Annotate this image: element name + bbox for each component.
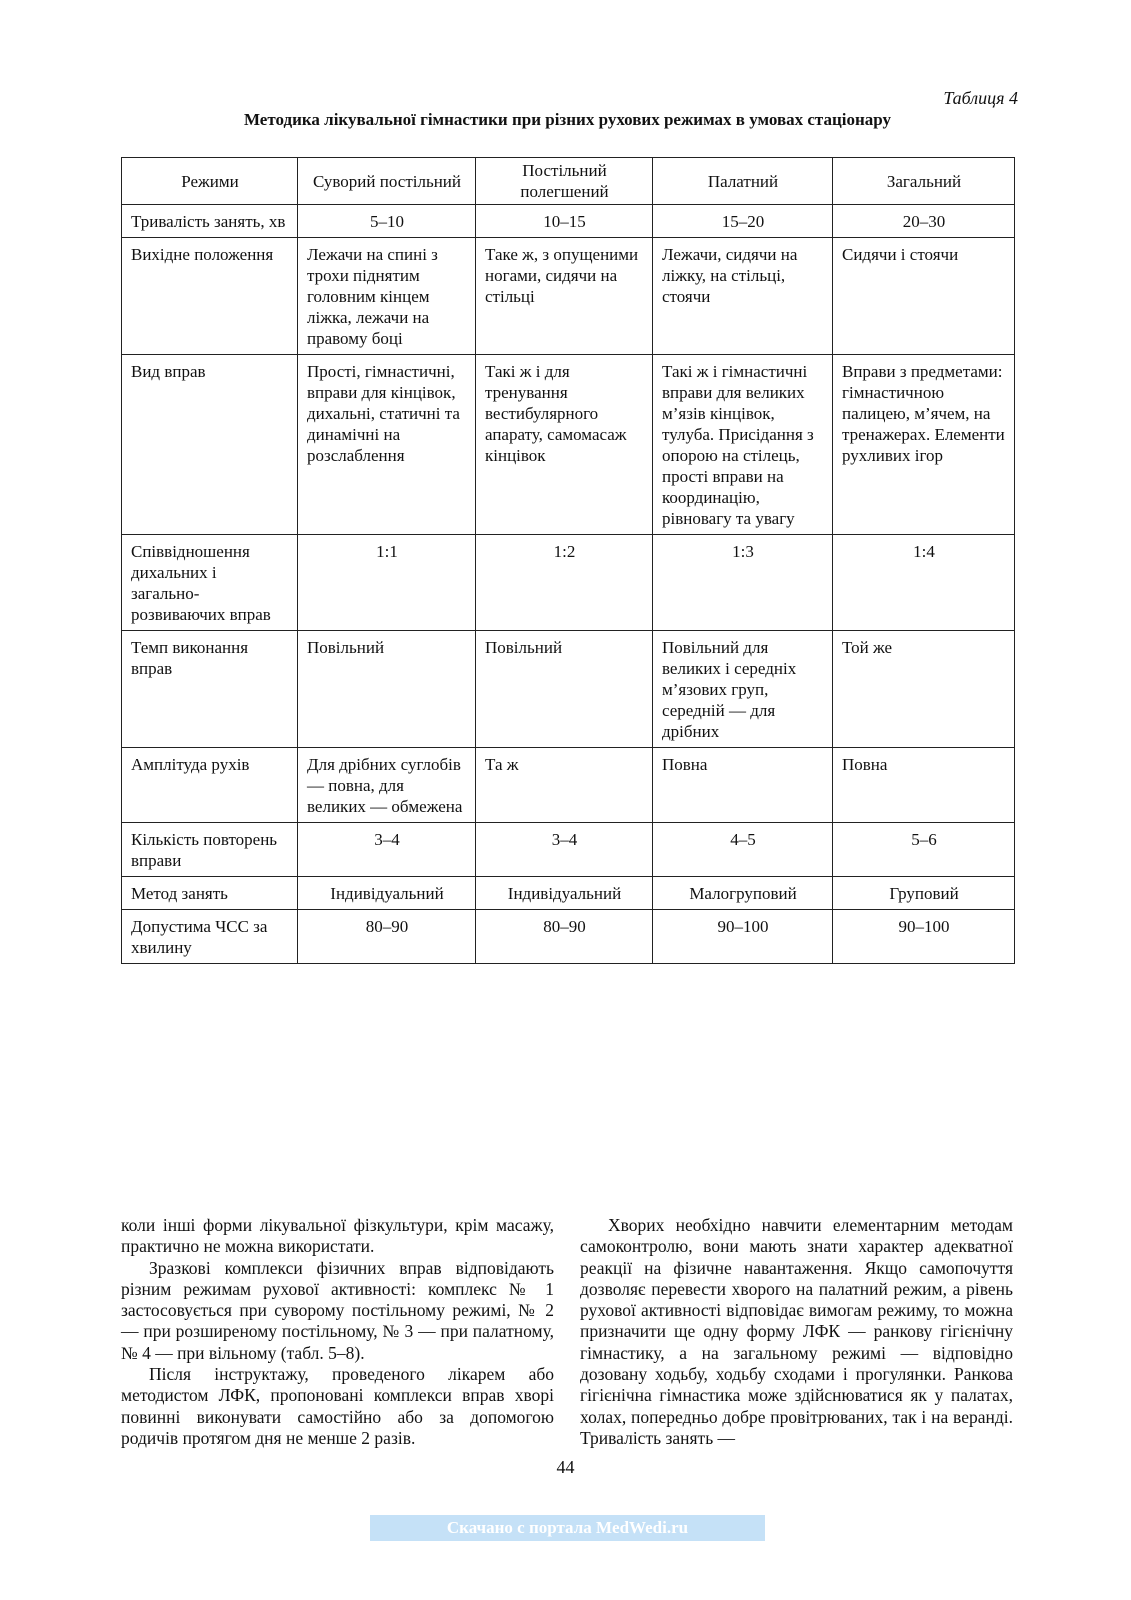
table-cell: Повна — [653, 748, 833, 823]
table-cell: 1:4 — [833, 535, 1015, 631]
table-row — [122, 823, 1015, 877]
paragraph: Хворих необхідно навчити елементарним методам самоконтролю, вони мають знати характер адекватної реакції на фізичне навантаження. Якщо самопочуття дозволяє перевести хворого на палатний режим, а рівень рухової активності відповідає вимогам режиму, то можна призначити ще одну форму ЛФК — ранкову гігієнічну гімнастику, а на загальному режимі — відповідно дозовану ходьбу, ходьбу сходами і прогулянки. Ранкова гігієнічна гімнастика може здійснюватися як у палатах, холах, попередньо добре провітрюваних, так і на веранді. Тривалість занять — — [580, 1215, 1013, 1448]
table-header-row — [122, 158, 1015, 205]
table-cell: 90–100 — [833, 910, 1015, 964]
paragraph: Після інструктажу, проведеного лікарем або методистом ЛФК, пропоновані комплекси вправ хворі повинні виконувати самостійно або за допомогою родичів протягом дня не менше 2 разів. — [121, 1364, 554, 1448]
table-cell: 1:3 — [653, 535, 833, 631]
row-label-cell: Вид вправ — [122, 355, 298, 535]
table-cell: Індивідуальний — [476, 877, 653, 910]
header-cell: Режими — [122, 158, 298, 205]
header-cell: Загальний — [833, 158, 1015, 205]
row-label-cell: Метод занять — [122, 877, 298, 910]
table-cell: 90–100 — [653, 910, 833, 964]
table-cell: Малогруповий — [653, 877, 833, 910]
table-cell: Таке ж, з опущеними ногами, сидячи на стільці — [476, 238, 653, 355]
paragraph: коли інші форми лікувальної фізкультури, крім масажу, практично не можна використати. — [121, 1215, 554, 1257]
table-cell: Прості, гімнастичні, вправи для кінцівок, дихальні, статичні та динамічні на розслаблення — [298, 355, 476, 535]
table-label: Таблиця 4 — [943, 88, 1018, 108]
header-cell: Суворий постільний — [298, 158, 476, 205]
table-cell: 80–90 — [476, 910, 653, 964]
row-label-cell: Вихідне положення — [122, 238, 298, 355]
row-label-cell: Амплітуда рухів — [122, 748, 298, 823]
row-label-cell: Темп виконання вправ — [122, 631, 298, 748]
table-cell: Для дрібних суглобів — повна, для великих — обмежена — [298, 748, 476, 823]
table-cell: 15–20 — [653, 205, 833, 238]
row-label-cell: Допустима ЧСС за хвилину — [122, 910, 298, 964]
table-row — [122, 877, 1015, 910]
paragraph: Зразкові комплекси фізичних вправ відповідають різним режимам рухової активності: комплекс № 1 застосовується при суворому постільному режимі, № 2 — при розширеному постільному, № 3 — при палатному, № 4 — при вільному (табл. 5–8). — [121, 1257, 554, 1363]
table-row — [122, 355, 1015, 535]
table-cell: Лежачи на спині з трохи піднятим головним кінцем ліжка, лежачи на правому боці — [298, 238, 476, 355]
table-row — [122, 205, 1015, 238]
watermark-banner: Скачано с портала MedWedi.ru — [370, 1515, 765, 1541]
table-row — [122, 238, 1015, 355]
row-label-cell: Співвідношення дихальних і загально-розвиваючих вправ — [122, 535, 298, 631]
table-cell: Сидячи і стоячи — [833, 238, 1015, 355]
regimes-table — [121, 157, 1015, 964]
table-row — [122, 631, 1015, 748]
left-text-column — [121, 1215, 554, 1449]
table-cell: 80–90 — [298, 910, 476, 964]
table-cell: 5–6 — [833, 823, 1015, 877]
table-cell: 20–30 — [833, 205, 1015, 238]
table-cell: Груповий — [833, 877, 1015, 910]
table-cell: 4–5 — [653, 823, 833, 877]
table-cell: Лежачи, сидячи на ліжку, на стільці, стоячи — [653, 238, 833, 355]
table-cell: 10–15 — [476, 205, 653, 238]
table-title: Методика лікувальної гімнастики при різних рухових режимах в умовах стаціонару — [243, 110, 892, 129]
table-cell: 1:2 — [476, 535, 653, 631]
table-cell: Такі ж і для тренування вестибулярного апарату, самомасаж кінцівок — [476, 355, 653, 535]
table-cell: Індивідуальний — [298, 877, 476, 910]
row-label-cell: Кількість повторень вправи — [122, 823, 298, 877]
table-cell: 3–4 — [298, 823, 476, 877]
table-cell: 3–4 — [476, 823, 653, 877]
right-text-column — [580, 1215, 1013, 1449]
table-cell: Повільний для великих і середніх м’язових груп, середній — для дрібних — [653, 631, 833, 748]
table-cell: 5–10 — [298, 205, 476, 238]
table-cell: Такі ж і гімнастичні вправи для великих м’язів кінцівок, тулуба. Присідання з опорою на стілець, прості вправи на координацію, рівновагу та увагу — [653, 355, 833, 535]
table-cell: Повна — [833, 748, 1015, 823]
table-row — [122, 535, 1015, 631]
row-label-cell: Тривалість занять, хв — [122, 205, 298, 238]
table-cell: Повільний — [476, 631, 653, 748]
table-cell: Вправи з предметами: гімнастичною палицею, м’ячем, на тренажерах. Елементи рухливих ігор — [833, 355, 1015, 535]
table-row — [122, 910, 1015, 964]
table-cell: Повільний — [298, 631, 476, 748]
table-cell: Та ж — [476, 748, 653, 823]
table-row — [122, 748, 1015, 823]
header-cell: Палатний — [653, 158, 833, 205]
header-cell: Постільний полегшений — [476, 158, 653, 205]
table-cell: 1:1 — [298, 535, 476, 631]
page-number: 44 — [556, 1457, 575, 1477]
table-cell: Той же — [833, 631, 1015, 748]
